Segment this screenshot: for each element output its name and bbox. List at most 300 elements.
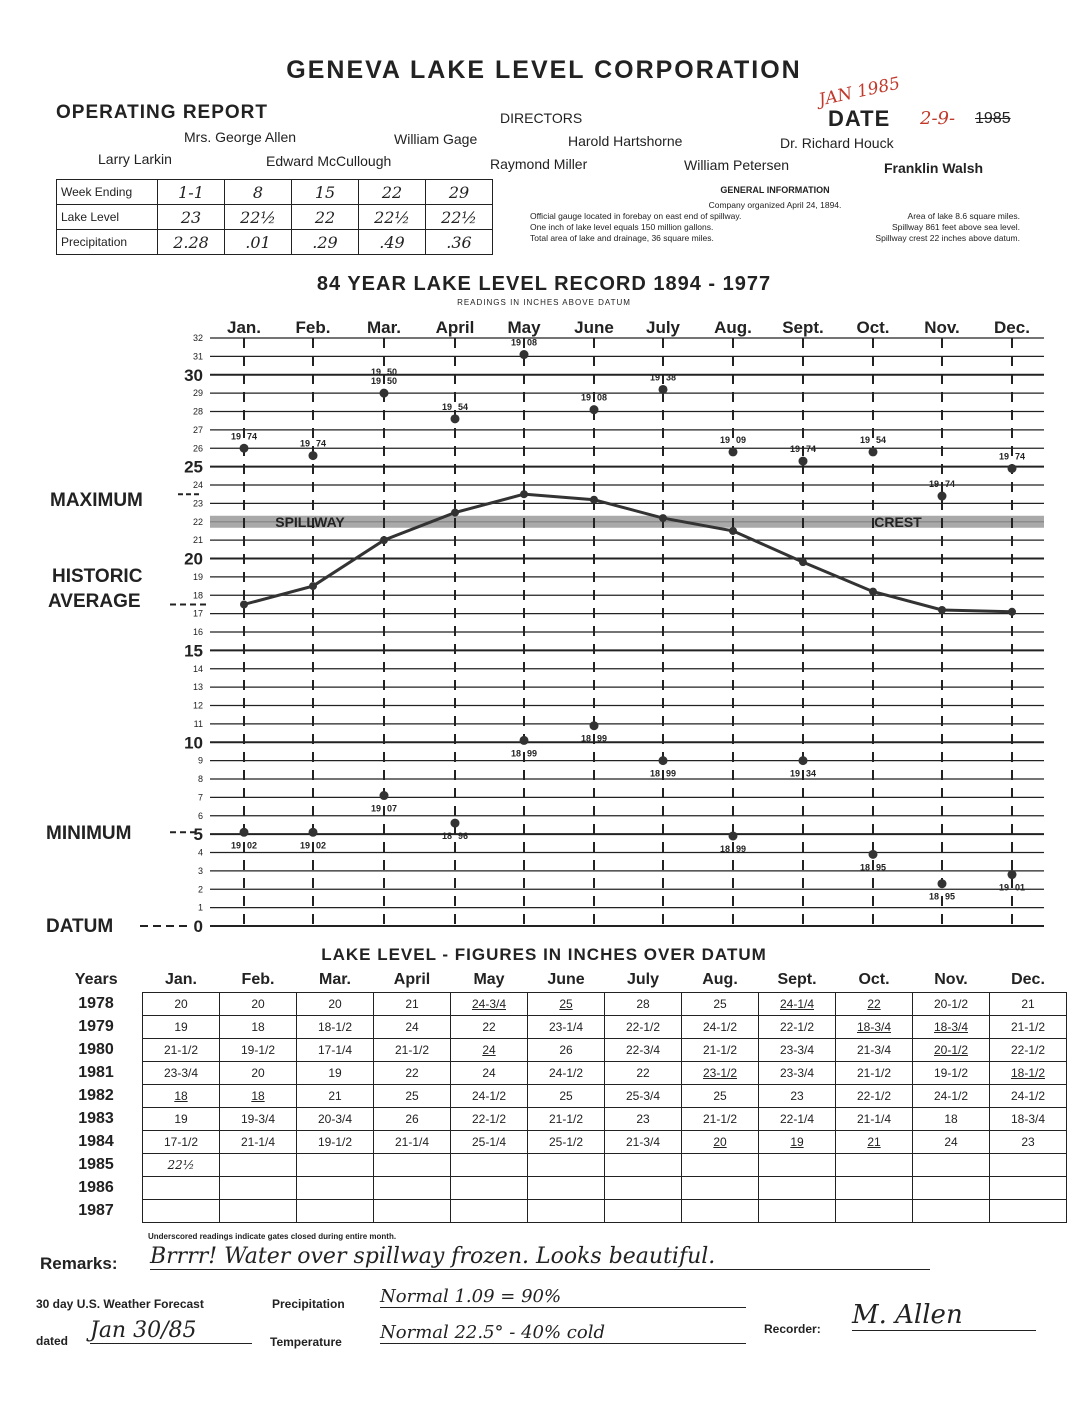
y-tick-label: 28 <box>192 406 203 417</box>
level-cell: 25 <box>528 993 605 1016</box>
y-tick-label: 2 <box>197 884 203 895</box>
y-tick-label: 10 <box>184 733 203 753</box>
min-year-label: 19 <box>998 882 1009 893</box>
y-tick-label: 15 <box>184 641 203 661</box>
month-label: Mar. <box>366 318 402 337</box>
level-cell: 24-1/2 <box>528 1062 605 1085</box>
level-cell: 25 <box>682 993 759 1016</box>
y-tick-label: 13 <box>192 682 203 693</box>
level-cell: 21-1/2 <box>143 1039 220 1062</box>
min-year-label: 34 <box>806 768 817 779</box>
level-cell: 18 <box>913 1108 990 1131</box>
director-name: William Gage <box>394 131 478 147</box>
max-year-label: 19 <box>370 376 381 387</box>
level-cell: 21 <box>374 993 451 1016</box>
level-cell: 25 <box>682 1085 759 1108</box>
month-header: Jan. <box>164 971 197 988</box>
remarks-label: Remarks: <box>40 1254 118 1273</box>
level-cell: 22-1/4 <box>759 1108 836 1131</box>
max-year-label: 09 <box>736 434 747 445</box>
level-cell <box>297 1154 374 1177</box>
max-point <box>938 492 947 501</box>
min-year-label: 18 <box>580 733 591 744</box>
month-header: Dec. <box>1011 971 1045 988</box>
year-cell: 1980 <box>50 1039 143 1062</box>
level-cell: 21 <box>836 1131 913 1154</box>
y-tick-label: 9 <box>197 755 203 766</box>
y-tick-label: 23 <box>192 498 203 509</box>
y-tick-label: 32 <box>192 333 203 343</box>
level-cell <box>297 1200 374 1223</box>
min-year-label: 19 <box>299 840 310 851</box>
min-point <box>380 791 389 800</box>
y-tick-label: 0 <box>193 917 203 936</box>
min-point <box>309 828 318 837</box>
y-tick-label: 5 <box>193 825 203 845</box>
level-cell <box>913 1200 990 1223</box>
precipitation-cell: .36 <box>426 230 493 255</box>
max-point <box>240 444 249 453</box>
level-cell: 22-1/2 <box>759 1016 836 1039</box>
level-cell: 18 <box>143 1085 220 1108</box>
max-year-label: 19 <box>649 372 660 383</box>
level-cell: 18 <box>220 1016 297 1039</box>
level-cell: 21-1/2 <box>682 1039 759 1062</box>
level-cell: 22-1/2 <box>836 1085 913 1108</box>
average-line <box>244 494 1012 612</box>
min-year-label: 99 <box>527 748 538 759</box>
month-label: Dec. <box>994 318 1030 337</box>
min-point <box>659 756 668 765</box>
level-cell <box>528 1200 605 1223</box>
max-year-label: 19 <box>719 434 730 445</box>
min-point <box>520 736 529 745</box>
max-point <box>1008 464 1017 473</box>
level-cell: 19 <box>143 1016 220 1039</box>
y-tick-label: 8 <box>197 774 203 784</box>
level-cell: 21-1/2 <box>836 1062 913 1085</box>
dated-label: dated <box>36 1334 69 1348</box>
level-cell: 20 <box>220 1062 297 1085</box>
recorder-signature: M. Allen <box>852 1300 1036 1331</box>
level-cell: 25-1/2 <box>528 1131 605 1154</box>
maximum-label: MAXIMUM <box>50 490 143 511</box>
week-ending-cell: 8 <box>225 180 292 205</box>
level-cell <box>528 1177 605 1200</box>
min-year-label: 18 <box>719 843 730 854</box>
min-year-label: 96 <box>458 831 469 842</box>
month-label: Sept. <box>782 318 824 337</box>
y-tick-label: 31 <box>192 351 203 362</box>
year-cell: 1986 <box>50 1177 143 1200</box>
min-year-label: 18 <box>441 831 452 842</box>
level-cell: 21-1/4 <box>220 1131 297 1154</box>
general-info-line: One inch of lake level equals 150 million gallons. <box>530 222 714 232</box>
level-cell: 20-3/4 <box>297 1108 374 1131</box>
max-point <box>659 385 668 394</box>
y-tick-label: 21 <box>192 535 203 546</box>
min-year-label: 99 <box>597 733 608 744</box>
max-year-label: 19 <box>998 451 1009 462</box>
year-cell: 1979 <box>50 1016 143 1039</box>
max-year-label: 50 <box>387 376 398 387</box>
max-year-label: 74 <box>806 444 817 455</box>
level-cell: 22-3/4 <box>605 1039 682 1062</box>
level-cell: 25-1/4 <box>451 1131 528 1154</box>
level-cell: 19 <box>143 1108 220 1131</box>
level-cell: 24 <box>451 1062 528 1085</box>
table-row <box>50 1085 1067 1108</box>
level-cell: 20 <box>297 993 374 1016</box>
average-point <box>309 582 317 590</box>
director-name: Mrs. George Allen <box>184 129 297 145</box>
year-cell: 1983 <box>50 1108 143 1131</box>
y-tick-label: 18 <box>192 590 203 601</box>
level-cell: 22 <box>374 1062 451 1085</box>
level-cell <box>759 1177 836 1200</box>
date-label: DATE <box>828 106 891 131</box>
month-label: June <box>574 318 614 337</box>
month-header: Mar. <box>318 971 351 988</box>
min-year-label: 95 <box>876 862 887 873</box>
level-cell: 18 <box>220 1085 297 1108</box>
level-cell <box>605 1154 682 1177</box>
level-cell <box>836 1177 913 1200</box>
min-year-label: 07 <box>387 803 398 814</box>
min-year-label: 19 <box>230 840 241 851</box>
month-header: April <box>393 971 431 988</box>
remarks-value: Brrrr! Water over spillway frozen. Looks beautiful. <box>150 1244 930 1270</box>
min-point <box>938 879 947 888</box>
level-cell <box>451 1154 528 1177</box>
y-tick-label: 7 <box>197 792 203 803</box>
general-info-line: Spillway 861 feet above sea level. <box>891 222 1020 232</box>
level-cell: 25-3/4 <box>605 1085 682 1108</box>
level-cell: 19-1/2 <box>220 1039 297 1062</box>
level-cell <box>528 1154 605 1177</box>
level-cell: 23-1/4 <box>528 1016 605 1039</box>
directors-label: DIRECTORS <box>500 110 583 126</box>
max-point <box>869 447 878 456</box>
precipitation-cell: 2.28 <box>158 230 225 255</box>
level-cell: 21-1/2 <box>990 1016 1067 1039</box>
y-tick-label: 26 <box>192 443 203 454</box>
min-point <box>240 828 249 837</box>
month-label: Oct. <box>856 318 890 337</box>
level-cell: 24-1/2 <box>451 1085 528 1108</box>
min-point <box>729 831 738 840</box>
average-point <box>451 509 459 517</box>
level-cell: 25 <box>528 1085 605 1108</box>
month-header: Sept. <box>777 971 817 988</box>
year-cell: 1978 <box>50 993 143 1016</box>
max-year-label: 19 <box>299 438 310 449</box>
level-cell: 19 <box>759 1131 836 1154</box>
spillway-label: SPILLWAY <box>275 513 345 530</box>
lake-level-cell: 23 <box>158 205 225 230</box>
week-ending-cell: 15 <box>292 180 359 205</box>
average-point <box>729 527 737 535</box>
max-year-label: 19 <box>928 479 939 490</box>
date-handwritten: 2-9- <box>920 108 956 129</box>
level-cell <box>990 1200 1067 1223</box>
level-cell: 22-1/2 <box>451 1108 528 1131</box>
director-name: Harold Hartshorne <box>568 133 683 149</box>
max-point <box>451 414 460 423</box>
table-row <box>50 1177 1067 1200</box>
min-year-label: 01 <box>1015 882 1026 893</box>
month-label: Nov. <box>924 318 960 337</box>
min-year-label: 18 <box>510 748 521 759</box>
forecast-precipitation-value: Normal 1.09 = 90% <box>380 1286 746 1308</box>
level-cell <box>220 1154 297 1177</box>
level-cell: 24-1/2 <box>682 1016 759 1039</box>
min-year-label: 19 <box>789 768 800 779</box>
level-cell: 20-1/2 <box>913 993 990 1016</box>
y-tick-label: 17 <box>192 608 203 619</box>
dated-value: Jan 30/85 <box>90 1318 252 1344</box>
level-cell: 18-3/4 <box>990 1108 1067 1131</box>
max-point <box>309 451 318 460</box>
year-cell: 1981 <box>50 1062 143 1085</box>
year-cell: 1987 <box>50 1200 143 1223</box>
max-year-label: 19 <box>370 367 381 377</box>
level-cell: 21-3/4 <box>605 1131 682 1154</box>
level-cell <box>836 1200 913 1223</box>
y-tick-label: 16 <box>192 627 203 637</box>
min-point <box>1008 870 1017 879</box>
max-year-label: 08 <box>597 392 608 403</box>
precipitation-label: Precipitation <box>57 230 158 255</box>
level-cell: 24-3/4 <box>451 993 528 1016</box>
level-cell: 26 <box>374 1108 451 1131</box>
level-cell: 17-1/2 <box>143 1131 220 1154</box>
lake-level-cell: 22½ <box>225 205 292 230</box>
general-info-line: Spillway crest 22 inches above datum. <box>875 233 1020 243</box>
forecast-temperature-label: Temperature <box>270 1335 342 1349</box>
recorder-label: Recorder: <box>764 1322 821 1336</box>
level-cell: 23-1/2 <box>682 1062 759 1085</box>
crest-label: CREST <box>874 513 922 530</box>
max-year-label: 74 <box>316 438 327 449</box>
level-cell: 20 <box>682 1131 759 1154</box>
min-year-label: 02 <box>247 840 258 851</box>
director-name: Franklin Walsh <box>884 160 984 176</box>
level-cell: 24 <box>374 1016 451 1039</box>
min-year-label: 18 <box>649 768 660 779</box>
level-cell: 18-1/2 <box>297 1016 374 1039</box>
level-cell: 23 <box>759 1085 836 1108</box>
table-row <box>50 1108 1067 1131</box>
level-cell: 21-1/2 <box>374 1039 451 1062</box>
table-row <box>50 1200 1067 1223</box>
level-cell <box>220 1200 297 1223</box>
max-year-label: 19 <box>230 431 241 442</box>
min-point <box>799 756 808 765</box>
level-cell: 22 <box>836 993 913 1016</box>
max-year-label: 08 <box>527 337 538 348</box>
max-year-label: 19 <box>510 337 521 348</box>
level-cell: 21-1/2 <box>682 1108 759 1131</box>
max-point <box>799 457 808 466</box>
level-cell <box>990 1177 1067 1200</box>
month-header: May <box>473 971 505 988</box>
min-point <box>869 850 878 859</box>
average-point <box>869 588 877 596</box>
table-row <box>50 993 1067 1016</box>
month-header: Aug. <box>702 971 738 988</box>
level-cell: 22 <box>605 1062 682 1085</box>
general-info-line: Official gauge located in forebay on east end of spillway. <box>530 211 742 221</box>
level-cell: 24-1/2 <box>913 1085 990 1108</box>
average-point <box>938 606 946 614</box>
max-point <box>520 350 529 359</box>
y-tick-label: 3 <box>197 865 203 876</box>
week-ending-cell: 22 <box>359 180 426 205</box>
y-tick-label: 4 <box>197 847 203 858</box>
general-info-line: Area of lake 8.6 square miles. <box>907 211 1020 221</box>
level-cell <box>451 1177 528 1200</box>
min-point <box>451 819 460 828</box>
level-cell <box>836 1154 913 1177</box>
max-year-label: 38 <box>666 372 677 383</box>
week-ending-cell: 29 <box>426 180 493 205</box>
average-point <box>380 536 388 544</box>
level-cell: 28 <box>605 993 682 1016</box>
min-year-label: 18 <box>928 891 939 902</box>
level-cell: 20 <box>143 993 220 1016</box>
level-cell: 18-1/2 <box>990 1062 1067 1085</box>
table-header-row <box>50 968 1067 993</box>
director-name: Raymond Miller <box>490 156 588 172</box>
y-tick-label: 30 <box>184 365 203 385</box>
table-row <box>50 1131 1067 1154</box>
y-tick-label: 24 <box>192 480 203 490</box>
average-point <box>799 558 807 566</box>
level-cell <box>374 1200 451 1223</box>
level-cell <box>913 1154 990 1177</box>
level-cell <box>759 1200 836 1223</box>
level-cell: 18-3/4 <box>913 1016 990 1039</box>
level-cell <box>605 1177 682 1200</box>
level-cell <box>682 1177 759 1200</box>
level-cell: 20 <box>220 993 297 1016</box>
min-year-label: 02 <box>316 840 327 851</box>
year-cell: 1982 <box>50 1085 143 1108</box>
month-label: Jan. <box>226 318 262 337</box>
level-cell: 23-3/4 <box>143 1062 220 1085</box>
month-header: Feb. <box>241 971 275 988</box>
precipitation-cell: .01 <box>225 230 292 255</box>
level-cell: 21-1/2 <box>528 1108 605 1131</box>
level-cell: 21 <box>990 993 1067 1016</box>
max-point <box>729 447 738 456</box>
year-cell: 1984 <box>50 1131 143 1154</box>
table-row <box>50 1016 1067 1039</box>
level-cell: 24-1/4 <box>759 993 836 1016</box>
table-note: Underscored readings indicate gates closed during entire month. <box>148 1232 397 1241</box>
level-cell <box>374 1154 451 1177</box>
level-cell: 22 <box>451 1016 528 1039</box>
month-label: Feb. <box>295 318 331 337</box>
max-point <box>380 389 389 398</box>
date-original-year: 1985 <box>975 110 1011 127</box>
level-cell: 19-1/2 <box>913 1062 990 1085</box>
director-name: Edward McCullough <box>266 153 392 169</box>
level-cell: 18-3/4 <box>836 1016 913 1039</box>
level-cell <box>682 1154 759 1177</box>
minimum-label: MINIMUM <box>46 823 132 844</box>
y-tick-label: 22 <box>192 516 203 527</box>
min-year-label: 18 <box>859 862 870 873</box>
average-point <box>240 600 248 608</box>
min-point <box>590 721 599 730</box>
years-header: Years <box>74 971 118 989</box>
max-point <box>590 405 599 414</box>
datum-label: DATUM <box>46 916 114 937</box>
date-annotation: JAN 1985 <box>816 73 902 111</box>
level-cell: 21-3/4 <box>836 1039 913 1062</box>
level-cell: 24 <box>451 1039 528 1062</box>
max-year-label: 74 <box>1015 451 1026 462</box>
level-cell: 24 <box>913 1131 990 1154</box>
y-tick-label: 11 <box>193 718 203 729</box>
month-header: Nov. <box>934 971 968 988</box>
week-ending-cell: 1-1 <box>158 180 225 205</box>
chart-subtitle: READINGS IN INCHES ABOVE DATUM <box>457 298 631 307</box>
lake-level-cell: 22 <box>292 205 359 230</box>
level-cell: 22½ <box>143 1154 220 1177</box>
y-tick-label: 19 <box>192 571 203 582</box>
level-cell <box>220 1177 297 1200</box>
level-cell: 21-1/4 <box>836 1108 913 1131</box>
forecast-precipitation-label: Precipitation <box>272 1297 345 1311</box>
level-cell <box>451 1200 528 1223</box>
level-cell <box>913 1177 990 1200</box>
week-ending-label: Week Ending <box>57 180 158 205</box>
level-cell: 19-3/4 <box>220 1108 297 1131</box>
max-year-label: 19 <box>441 401 452 412</box>
level-cell: 26 <box>528 1039 605 1062</box>
y-tick-label: 20 <box>184 549 203 569</box>
average-point <box>1008 608 1016 616</box>
level-cell: 23-3/4 <box>759 1062 836 1085</box>
max-year-label: 19 <box>789 444 800 455</box>
min-year-label: 99 <box>666 768 677 779</box>
report-label: OPERATING REPORT <box>56 102 268 123</box>
max-year-label: 19 <box>859 434 870 445</box>
corporation-title: GENEVA LAKE LEVEL CORPORATION <box>286 56 802 84</box>
average-point <box>659 514 667 522</box>
director-name: William Petersen <box>684 157 790 173</box>
month-header: Oct. <box>858 971 890 988</box>
max-year-label: 74 <box>945 479 956 490</box>
level-cell: 17-1/4 <box>297 1039 374 1062</box>
y-tick-label: 25 <box>184 457 203 477</box>
level-cell <box>990 1154 1067 1177</box>
level-cell <box>374 1177 451 1200</box>
month-label: May <box>507 318 541 337</box>
min-year-label: 19 <box>370 803 381 814</box>
min-year-label: 95 <box>945 891 956 902</box>
level-cell <box>759 1154 836 1177</box>
year-cell: 1985 <box>50 1154 143 1177</box>
level-cell <box>143 1177 220 1200</box>
average-point <box>590 496 598 504</box>
lake-level-table <box>50 968 1067 1223</box>
month-label: April <box>435 318 475 337</box>
max-year-label: 54 <box>876 434 887 445</box>
